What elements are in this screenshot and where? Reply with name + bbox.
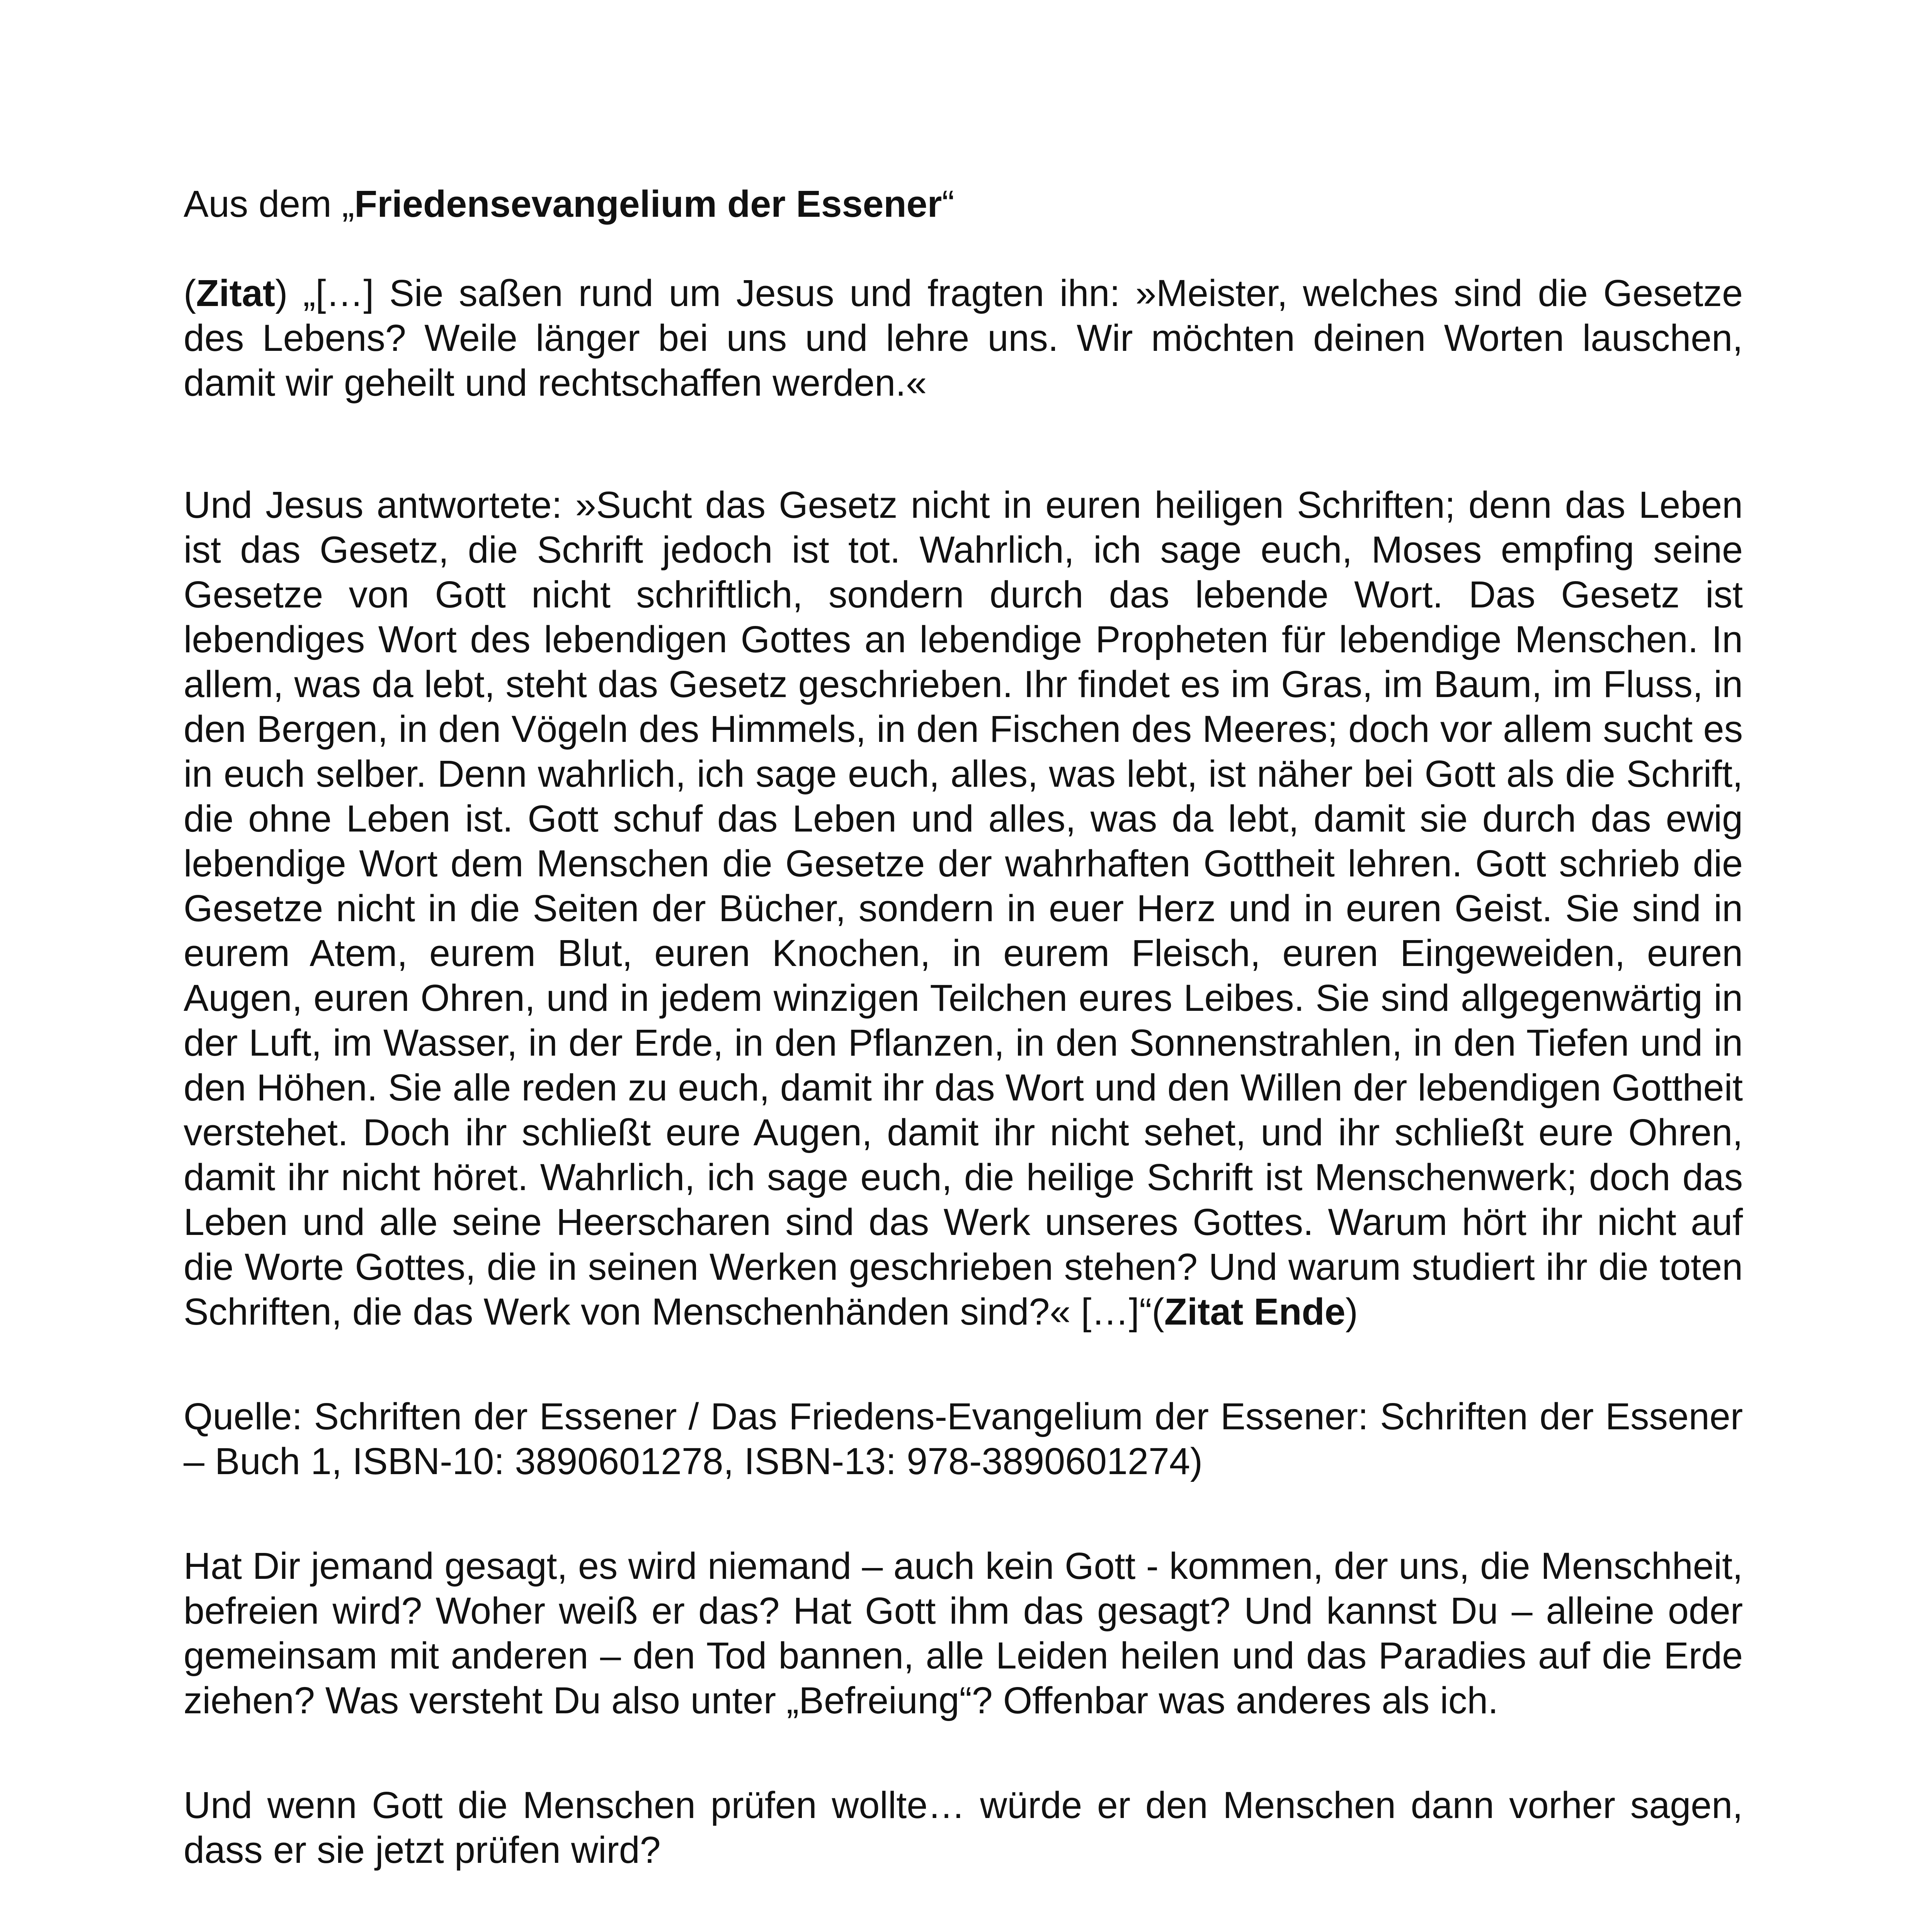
paragraph-pruefen: Und wenn Gott die Menschen prüfen wollte… würde er den Menschen dann vorher sagen, dass er sie jetzt prüfen wird? <box>184 1784 1743 1871</box>
quote-main-close: ) <box>1345 1291 1358 1333</box>
heading-suffix: “ <box>942 183 955 225</box>
quote-intro-open: ( <box>184 272 196 314</box>
heading <box>184 182 1743 226</box>
quote-intro-text: ) „[…] Sie saßen rund um Jesus und fragten ihn: »Meister, welches sind die Gesetze des Lebens? Weile länger bei uns und lehre uns. Wir möchten deinen Worten lauschen, damit wir geheilt und rechtschaffen werden.« <box>184 272 1743 404</box>
heading-prefix: Aus dem „ <box>184 183 355 225</box>
quote-label: Zitat <box>196 272 276 314</box>
heading-title: Friedensevangelium der Essener <box>354 183 942 225</box>
source-paragraph: Quelle: Schriften der Essener / Das Friedens-Evangelium der Essener: Schriften der Essener – Buch 1, ISBN-10: 3890601278, ISBN-13: 978-3890601274) <box>184 1395 1743 1482</box>
quote-main-text: Und Jesus antwortete: »Sucht das Gesetz nicht in euren heiligen Schriften; denn das Leben ist das Gesetz, die Schrift jedoch ist tot. Wahrlich, ich sage euch, Moses empfing seine Gesetze von Gott nicht schriftlich, sondern durch das lebende Wort. Das Gesetz ist lebendiges Wort des lebendigen Gottes an lebendige Propheten für lebendige Menschen. In allem, was da lebt, steht das Gesetz geschrieben. Ihr findet es im Gras, im Baum, im Fluss, in den Bergen, in den Vögeln des Himmels, in den Fischen des Meeres; doch vor allem sucht es in euch selber. Denn wahrlich, ich sage euch, alles, was lebt, ist näher bei Gott als die Schrift, die ohne Leben ist. Gott schuf das Leben und alles, was da lebt, damit sie durch das ewig lebendige Wort dem Menschen die Gesetze der wahrhaften Gottheit lehren. Gott schrieb die Gesetze nicht in die Seiten der Bücher, sondern in euer Herz und in euren Geist. Sie sind in eurem Atem, eurem Blut, euren Knochen, in eurem Fleisch, euren Eingeweiden, euren Augen, euren Ohren, und in jedem winzigen Teilchen eures Leibes. Sie sind allgegenwärtig in der Luft, im Wasser, in der Erde, in den Pflanzen, in den Sonnenstrahlen, in den Tiefen und in den Höhen. Sie alle reden zu euch, damit ihr das Wort und den Willen der lebendigen Gottheit verstehet. Doch ihr schließt eure Augen, damit ihr nicht sehet, und ihr schließt eure Ohren, damit ihr nicht höret. Wahrlich, ich sage euch, die heilige Schrift ist Menschenwerk; doch das Leben und alle seine Heerscharen sind das Werk unseres Gottes. Warum hört ihr nicht auf die Worte Gottes, die in seinen Werken geschrieben stehen? Und warum studiert ihr die toten Schriften, die das Werk von Menschenhänden sind?« […]“( <box>184 484 1743 1333</box>
page-content <box>184 182 1743 1932</box>
quote-end-label: Zitat Ende <box>1164 1291 1346 1333</box>
quote-main-paragraph <box>184 483 1743 1334</box>
quote-intro-paragraph <box>184 271 1743 405</box>
paragraph-befreiung: Hat Dir jemand gesagt, es wird niemand – auch kein Gott - kommen, der uns, die Menschheit, befreien wird? Woher weiß er das? Hat Gott ihm das gesagt? Und kannst Du – alleine oder gemeinsam mit anderen – den Tod bannen, alle Leiden heilen und das Paradies auf die Erde ziehen? Was versteht Du also unter „Befreiung“? Offenbar was anderes als ich. <box>184 1545 1743 1721</box>
